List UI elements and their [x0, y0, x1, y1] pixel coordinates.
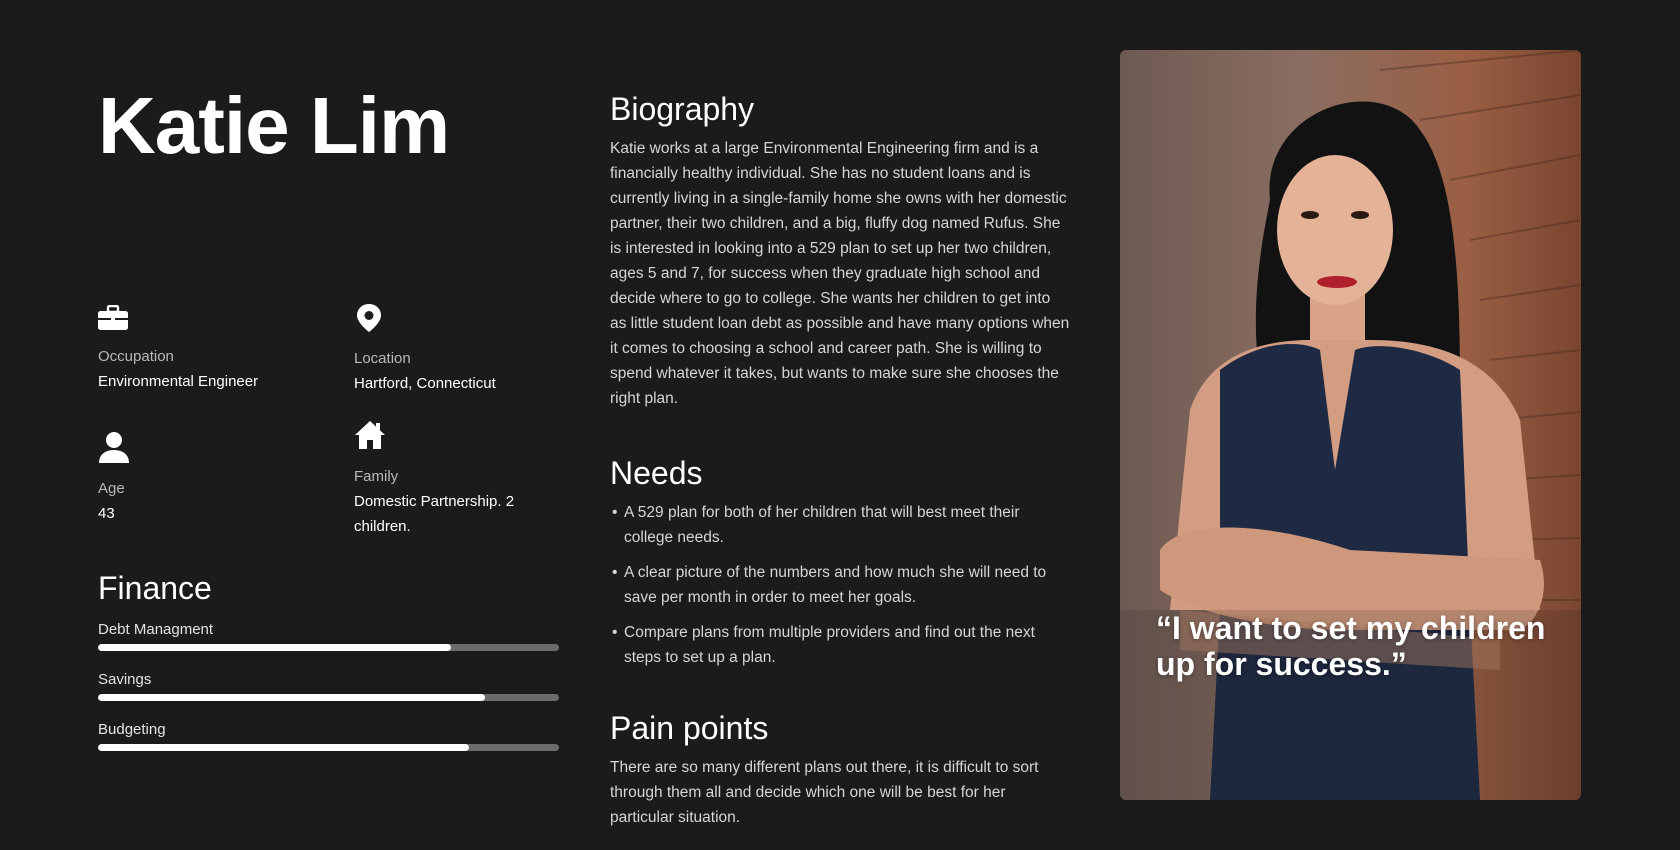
location-block: [354, 303, 604, 396]
finance-bar-savings: [98, 670, 559, 701]
needs-title: Needs: [610, 455, 703, 491]
occupation-label: Occupation: [98, 348, 174, 365]
finance-bar-label: Savings: [98, 671, 152, 688]
pain-points-title: Pain points: [610, 710, 769, 746]
location-label: Location: [354, 350, 411, 367]
location-value: Hartford, Connecticut: [354, 375, 496, 392]
finance-bar-label: Debt Managment: [98, 621, 214, 638]
finance-bar-track: [98, 694, 559, 701]
finance-bar-fill: [98, 644, 451, 651]
finance-bar-debt: [98, 620, 559, 651]
occupation-block: [98, 305, 348, 394]
age-block: [98, 431, 348, 526]
finance-title: Finance: [98, 570, 212, 606]
age-value: 43: [98, 505, 115, 522]
family-label: Family: [354, 468, 399, 485]
persona-quote: “I want to set my children up for success.”: [1156, 610, 1546, 682]
needs-section: [610, 454, 1070, 680]
finance-bar-track: [98, 744, 559, 751]
needs-list: [610, 500, 1070, 670]
briefcase-icon: [98, 305, 348, 336]
finance-bar-track: [98, 644, 559, 651]
occupation-value: Environmental Engineer: [98, 373, 259, 390]
biography-text: Katie works at a large Environmental Engineering firm and is a financially healthy individual. She has no student loans and is currently living in a single-family home she owns with her domestic partner, their two children, and a big, fluffy dog named Rufus. She is interested in looking into a 529 plan to set up her two children, ages 5 and 7, for success when they graduate high school and decide where to go to college. She wants her children to get into as little student loan debt as possible and have many options when it comes to choosing a school and career path. She is willing to spend whatever it takes, but wants to make sure she chooses the right plan.: [610, 140, 1070, 408]
biography-title: Biography: [610, 91, 755, 127]
finance-bar-fill: [98, 694, 485, 701]
family-block: [354, 419, 564, 539]
persona-photo: [1120, 50, 1581, 800]
pain-points-section: [610, 709, 1070, 830]
portrait-illustration: [1120, 50, 1581, 800]
pain-points-text: There are so many different plans out there, it is difficult to sort through them all and decide which one will be best for her particular situation.: [610, 759, 1039, 827]
needs-item: • A 529 plan for both of her children that will best meet their college needs.: [610, 500, 1070, 550]
needs-item: • Compare plans from multiple providers and find out the next steps to set up a plan.: [610, 620, 1070, 670]
age-label: Age: [98, 480, 125, 497]
map-pin-icon: [354, 303, 604, 338]
biography-section: [610, 90, 1070, 411]
finance-bar-budgeting: [98, 720, 559, 751]
finance-bar-fill: [98, 744, 469, 751]
finance-bar-label: Budgeting: [98, 721, 166, 738]
house-icon: [354, 419, 564, 456]
person-icon: [98, 431, 348, 468]
family-value: Domestic Partnership. 2 children.: [354, 493, 515, 535]
needs-item: • A clear picture of the numbers and how much she will need to save per month in order to meet her goals.: [610, 560, 1070, 610]
persona-name: Katie Lim: [98, 81, 450, 170]
